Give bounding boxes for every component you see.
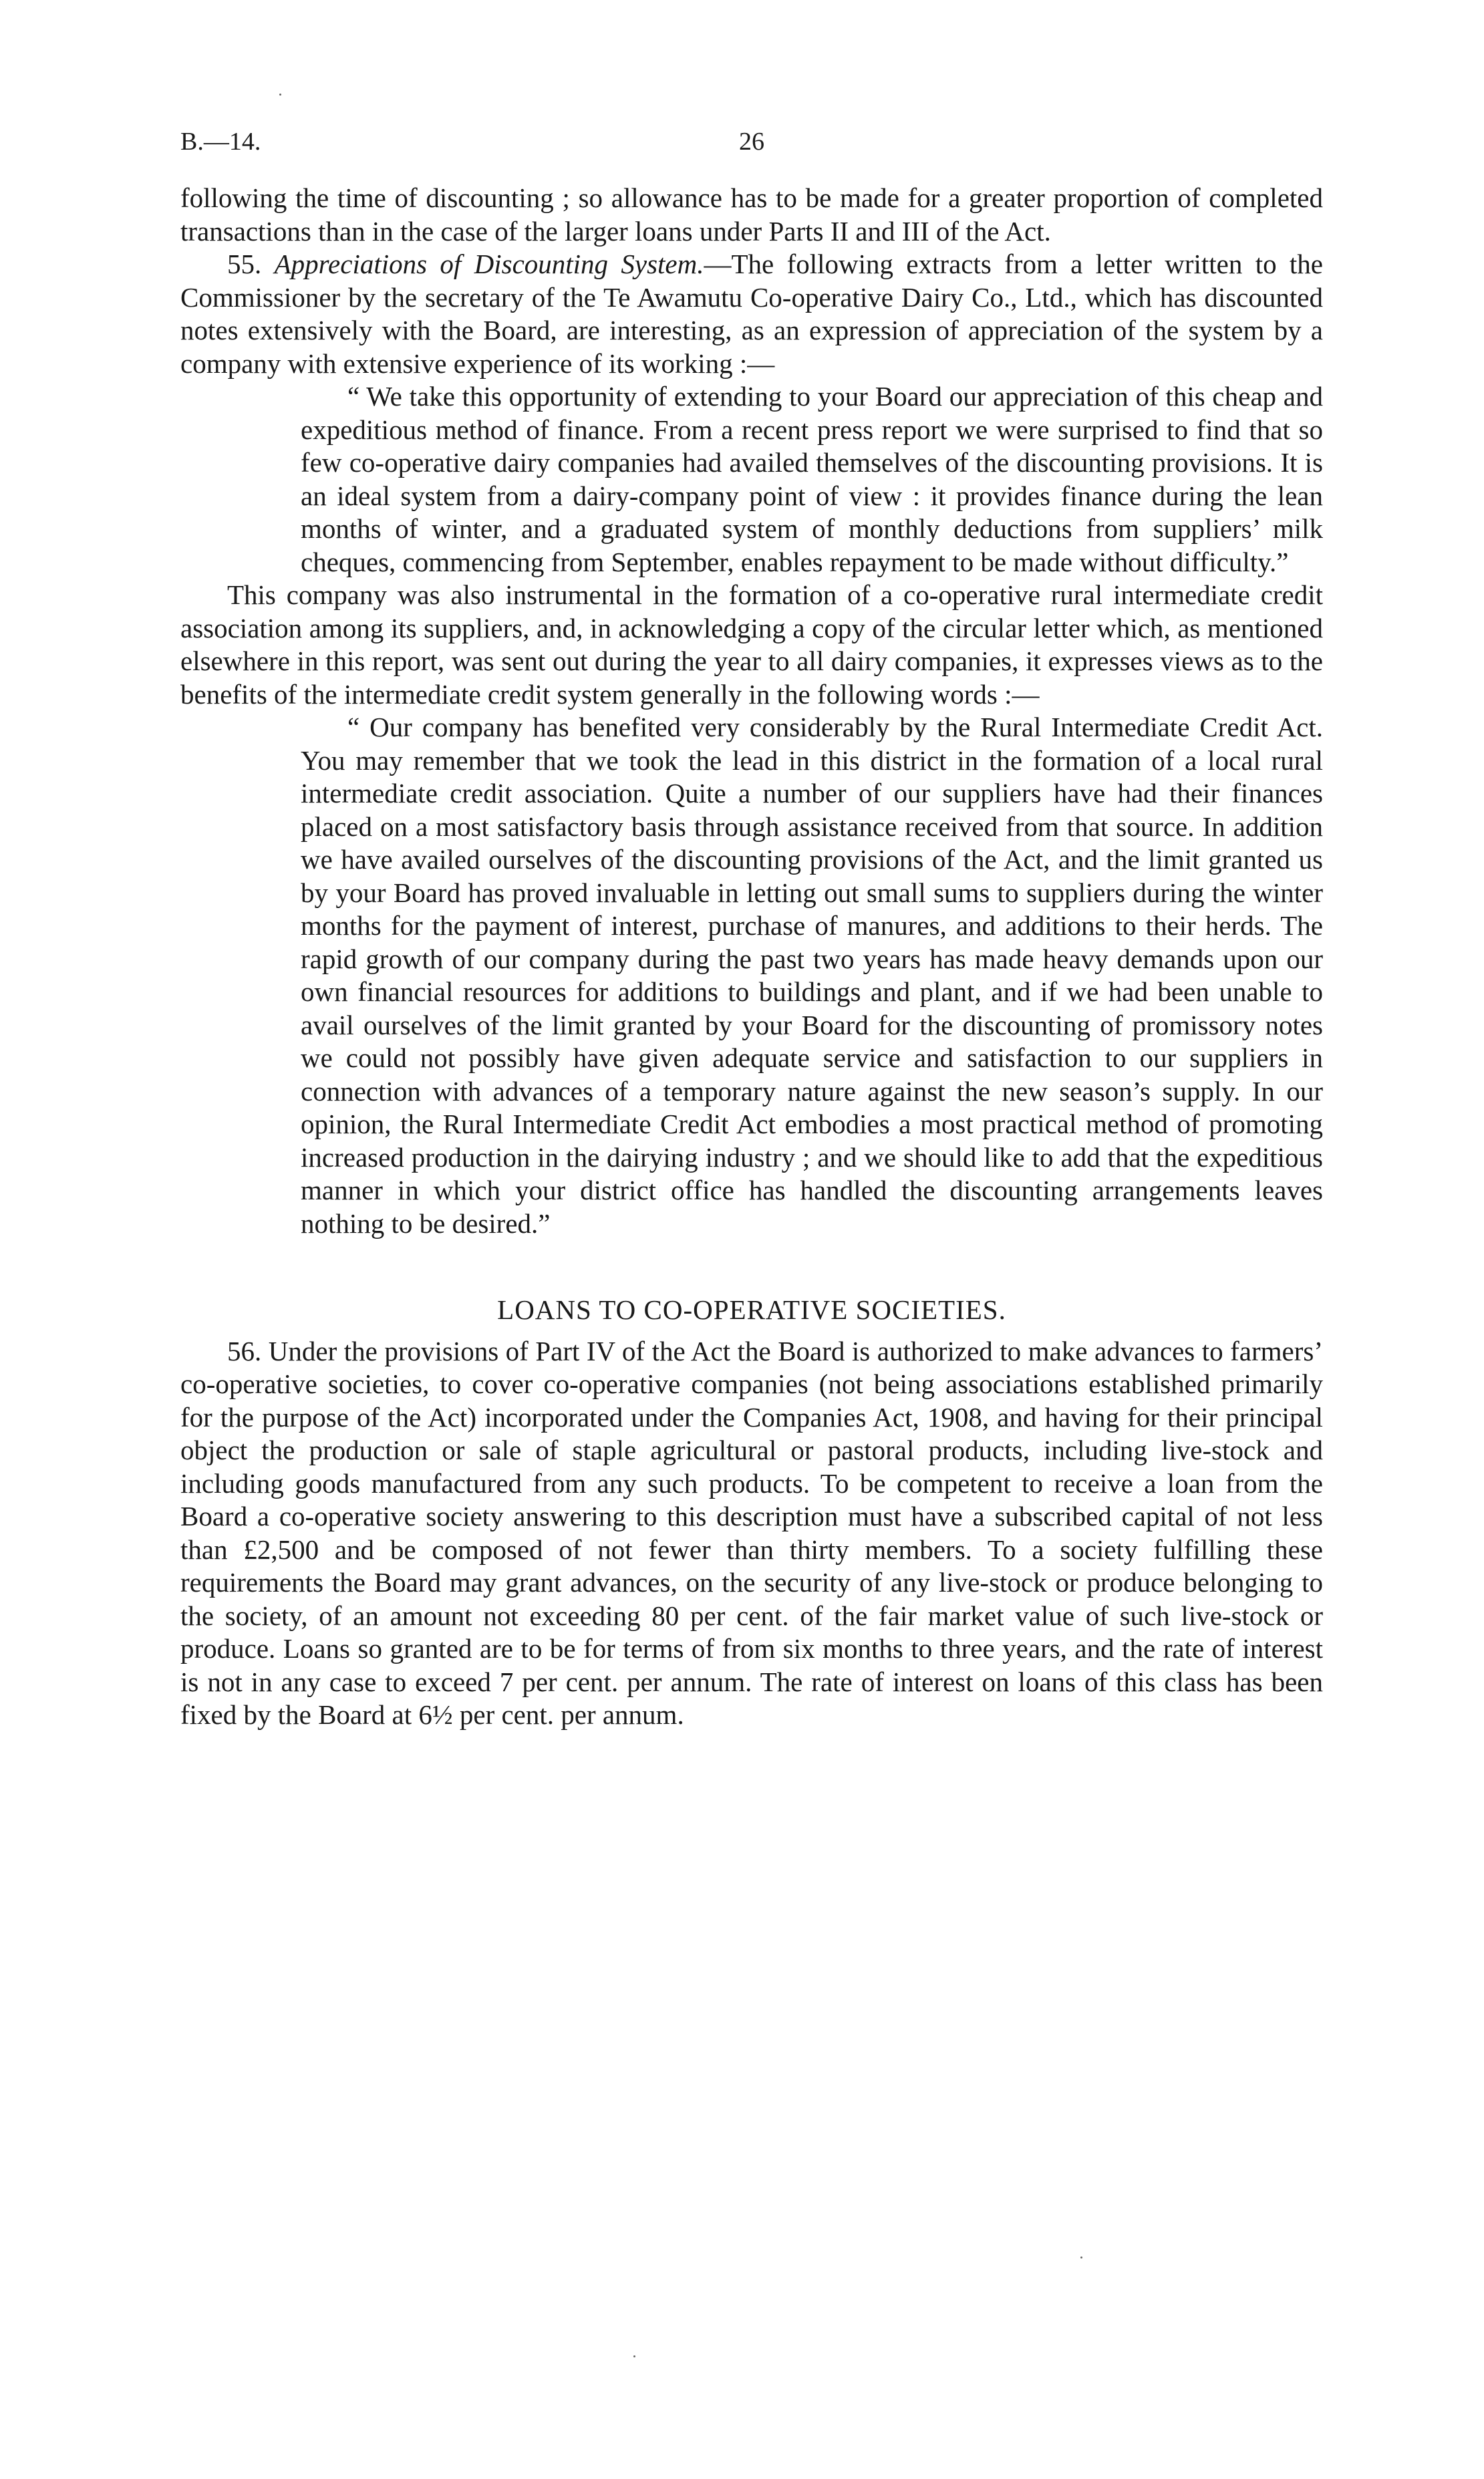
body-text bbox=[180, 182, 1323, 1732]
scan-speck bbox=[279, 94, 281, 96]
section-heading: LOANS TO CO-OPERATIVE SOCIETIES. bbox=[497, 1294, 1006, 1325]
continuation-paragraph: following the time of discounting ; so allowance has to be made for a greater proportion of completed transactions than in the case of the larger loans under Parts II and III of the Act. bbox=[180, 182, 1323, 247]
middle-paragraph: This company was also instrumental in the formation of a co-operative rural intermediate credit association among its suppliers, and, in acknowledging a copy of the circular letter which, as mentioned elsewhere in this report, was sent out during the year to all dairy companies, it expresses views as to the benefits of the intermediate credit system generally in the following words :— bbox=[180, 579, 1323, 710]
page-header bbox=[180, 127, 1323, 160]
paragraph-55-title: Appreciations of Discounting System. bbox=[274, 249, 704, 279]
paragraph-55-number: 55. bbox=[227, 249, 262, 279]
document-reference: B.—14. bbox=[180, 128, 261, 156]
scan-speck bbox=[633, 2355, 635, 2357]
scan-speck bbox=[1080, 2256, 1082, 2258]
block-quote-1: “ We take this opportunity of extending to your Board our appreciation of this cheap and expeditious method of finance. From a recent press report we were surprised to find that so few co-operative dairy companies had availed themselves of the discounting provisions. It is an ideal system from a dairy-company point of view : it provides finance during the lean months of winter, and a graduated system of monthly deductions from suppliers’ milk cheques, commencing from September, enables repayment to be made without difficulty.” bbox=[301, 381, 1323, 577]
paragraph-55-text: —The following extracts from a letter written to the Commissioner by the secretary of the Te Awamutu Co-operative Dairy Co., Ltd., which has discounted notes extensively with the Board, are interesting, as an expression of appreciation of the system by a company with extensive experience of its working :— bbox=[180, 249, 1323, 379]
paragraph-55 bbox=[180, 248, 1323, 380]
paragraph-56: 56. Under the provisions of Part IV of the Act the Board is authorized to make advances to farmers’ co-operative societies, to cover co-operative companies (not being associations established primarily for the purpose of the Act) incorporated under the Companies Act, 1908, and having for their principal object the production or sale of staple agricultural or pastoral products, including live-stock and including goods manufactured from any such products. To be competent to receive a loan from the Board a co-operative society answering to this description must have a subscribed capital of not less than £2,500 and be composed of not fewer than thirty members. To a society fulfilling these requirements the Board may grant advances, on the security of any live-stock or produce belonging to the society, of an amount not exceeding 80 per cent. of the fair market value of such live-stock or produce. Loans so granted are to be for terms of from six months to three years, and the rate of interest is not in any case to exceed 7 per cent. per annum. The rate of interest on loans of this class has been fixed by the Board at 6½ per cent. per annum. bbox=[180, 1335, 1323, 1730]
page-number: 26 bbox=[739, 128, 764, 156]
block-quote-2: “ Our company has benefited very considerably by the Rural Intermediate Credit Act. You may remember that we took the lead in this district in the formation of a local rural intermediate credit association. Quite a number of our suppliers have had their finances placed on a most satisfactory basis through assistance received from that source. In addition we have availed ourselves of the discounting provisions of the Act, and the limit granted us by your Board has proved invaluable in letting out small sums to suppliers during the winter months for the payment of interest, purchase of manures, and additions to their herds. The rapid growth of our company during the past two years has made heavy demands upon our own financial resources for additions to buildings and plant, and if we had been unable to avail ourselves of the limit granted by your Board for the discounting of promissory notes we could not possibly have given adequate service and satisfaction to our suppliers in connection with advances of a temporary nature against the new season’s supply. In our opinion, the Rural Intermediate Credit Act embodies a most practical method of promoting increased production in the dairying industry ; and we should like to add that the expeditious manner in which your district office has handled the discounting arrangements leaves nothing to be desired.” bbox=[301, 712, 1323, 1239]
